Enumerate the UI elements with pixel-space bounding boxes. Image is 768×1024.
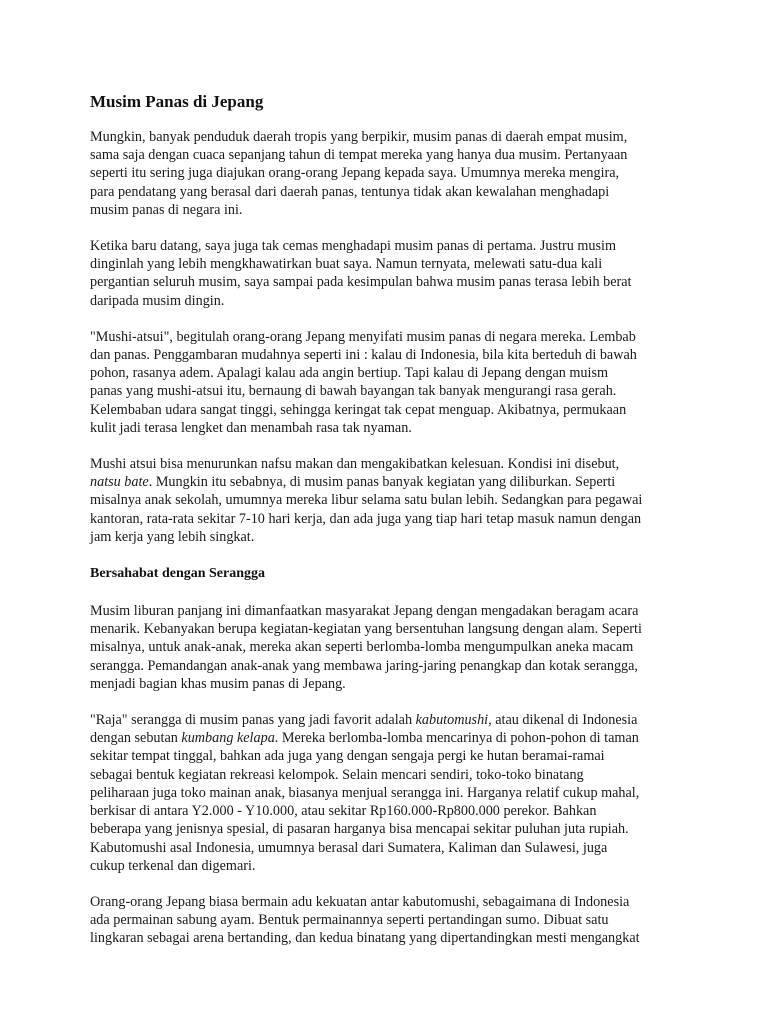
italic-term: kumbang kelapa [181,730,275,747]
text-line: Mungkin, banyak penduduk daerah tropis yang berpikir, musim panas di daerah empat musim, [90,129,628,145]
text-line: "Mushi-atsui", begitulah orang-orang Jepang menyifati musim panas di negara mereka. Lembab [90,328,636,345]
document-body [90,91,680,966]
text-line: kulit jadi terasa lengket dan menambah rasa tak nyaman. [90,419,412,436]
text-line: jam kerja yang lebih singkat. [90,528,255,545]
text-line: Kelembaban udara sangat tinggi, sehingga keringat tak cepat menguap. Akibatnya, permukaan [90,401,627,418]
section-heading: Bersahabat dengan Serangga [90,566,266,582]
text-line: misalnya, untuk anak-anak, mereka akan seperti berlomba-lomba mengumpulkan aneka macam [90,639,634,656]
text-line: sebagai bentuk kegiatan rekreasi kelompok. Selain mencari sendiri, toko-toko binatang [90,766,584,783]
text-line: para pendatang yang berasal dari daerah panas, tentunya tidak akan kewalahan menghadapi [90,183,610,200]
text-line: berkisar di antara Y2.000 - Y10.000, atau sekitar Rp160.000-Rp800.000 perekor. Bahkan [90,803,597,820]
document-title: Musim Panas di Jepang [90,92,264,111]
paragraph-intro [90,128,680,219]
text-line: lingkaran sebagai arena bertanding, dan kedua binatang yang dipertandingkan mesti mengangkat [90,930,640,947]
text-line: Kabutomushi asal Indonesia, umumnya berasal dari Sumatera, Kaliman dan Sulawesi, juga [90,839,608,856]
text-fragment: . Mungkin itu sebabnya, di musim panas banyak kegiatan yang diliburkan. Seperti [148,474,616,491]
paragraph-arrival [90,237,680,310]
paragraph-adu-kekuatan [90,893,680,948]
text-line: menarik. Kebanyakan berupa kegiatan-kegiatan yang bersentuhan langsung dengan alam. Seperti [90,621,642,638]
text-line: cukup terkenal dan digemari. [90,857,256,874]
text-line: sekitar tempat tinggal, bahkan ada juga yang dengan sengaja pergi ke hutan beramai-ramai [90,748,605,765]
text-line: misalnya anak sekolah, umumnya mereka libur selama satu bulan lebih. Sedangkan para pegawai [90,492,643,509]
text-line: pohon, rasanya adem. Apalagi kalau ada angin bertiup. Tapi kalau di Jepang dengan muism [90,365,609,382]
text-line: dan panas. Penggambaran mudahnya seperti ini : kalau di Indonesia, bila kita berteduh di bawah [90,347,637,364]
text-fragment: dengan sebutan [90,730,182,747]
text-line: seperti itu sering juga diajukan orang-orang Jepang kepada saya. Umumnya mereka mengira, [90,165,620,182]
text-line: beberapa yang jenisnya spesial, di pasaran harganya bisa mencapai sekitar puluhan juta rupiah. [90,821,629,838]
text-line: peliharaan juga toko mainan anak, biasanya menjual serangga ini. Harganya relatif cukup mahal, [90,784,640,801]
text-line [90,711,680,729]
text-fragment: , atau dikenal di Indonesia [488,712,638,729]
paragraph-kabutomushi [90,711,680,875]
text-line: menjadi bagian khas musim panas di Jepang. [90,675,346,692]
paragraph-mushi-atsui [90,328,680,437]
text-line: serangga. Pemandangan anak-anak yang membawa jaring-jaring penangkap dan kotak serangga, [90,657,638,674]
text-line: Ketika baru datang, saya juga tak cemas menghadapi musim panas di pertama. Justru musim [90,238,616,255]
text-line: ada permainan sabung ayam. Bentuk permainannya seperti pertandingan sumo. Dibuat satu [90,912,609,929]
text-line [90,473,680,491]
paragraph-natsu-bate [90,455,680,546]
text-fragment: "Raja" serangga di musim panas yang jadi favorit adalah [90,712,416,729]
italic-term: natsu bate [90,474,149,491]
text-line: musim panas di negara ini. [90,201,243,218]
text-fragment: . Mereka berlomba-lomba mencarinya di pohon-pohon di taman [274,730,639,747]
text-line: Mushi atsui bisa menurunkan nafsu makan dan mengakibatkan kelesuan. Kondisi ini disebut, [90,456,620,473]
text-line: daripada musim dingin. [90,292,225,309]
text-line: pergantian seluruh musim, saya sampai pada kesimpulan bahwa musim panas terasa lebih berat [90,274,632,291]
paragraph-holiday [90,602,680,693]
text-line: panas yang mushi-atsui itu, bernaung di bawah bayangan tak banyak mengurangi rasa gerah. [90,383,617,400]
text-line: dinginlah yang lebih mengkhawatirkan buat saya. Namun ternyata, melewati satu-dua kali [90,256,603,273]
italic-term: kabutomushi [415,712,489,729]
text-line: sama saja dengan cuaca sepanjang tahun di tempat mereka yang hanya dua musim. Pertanyaan [90,147,628,164]
text-line: Orang-orang Jepang biasa bermain adu kekuatan antar kabutomushi, sebagaimana di Indonesia [90,893,630,910]
text-line: kantoran, rata-rata sekitar 7-10 hari kerja, dan ada juga yang tiap hari tetap masuk namun dengan [90,510,642,527]
text-line: Musim liburan panjang ini dimanfaatkan masyarakat Jepang dengan mengadakan beragam acara [90,603,639,620]
text-line [90,729,680,747]
